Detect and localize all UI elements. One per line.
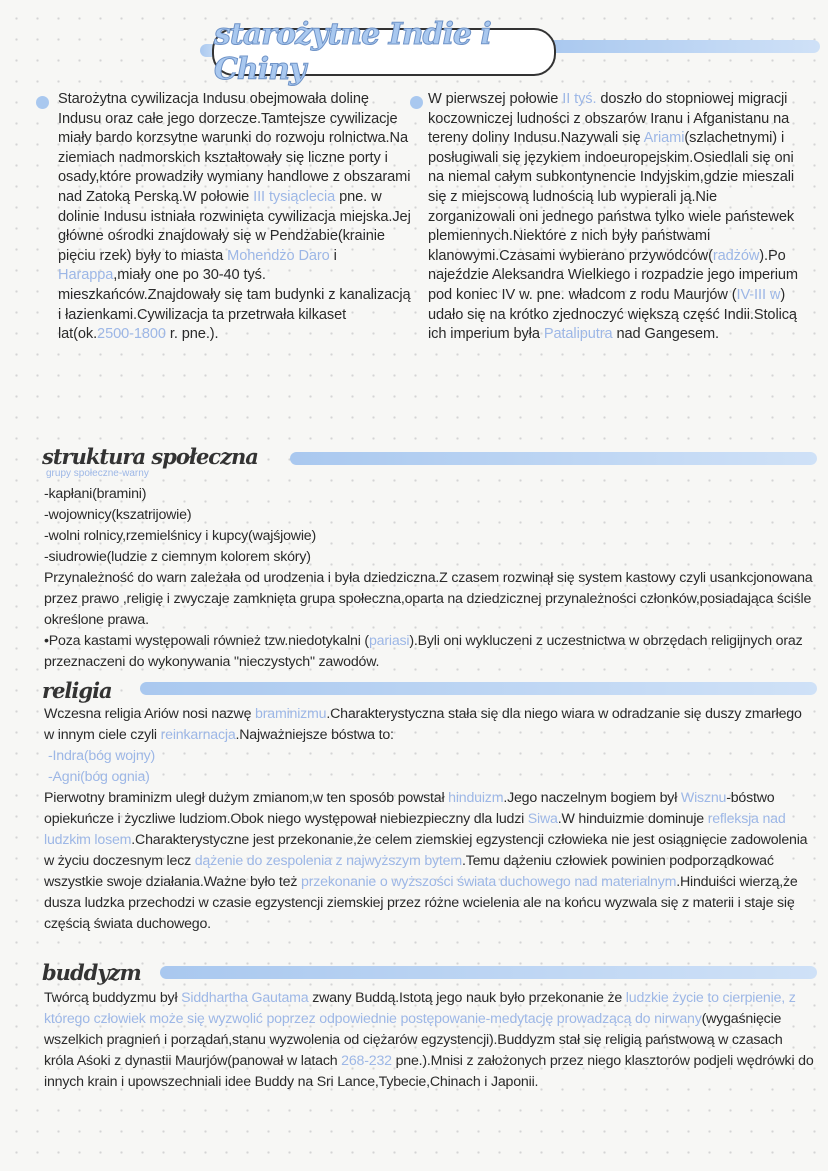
highlighted-term: III tysiąclecia: [253, 188, 336, 205]
highlighted-term: Siwa: [527, 811, 558, 827]
text-segment: nad Gangesem.: [612, 326, 719, 343]
text-segment: r. pne.).: [165, 326, 219, 343]
highlighted-term: 2500-1800: [97, 326, 166, 343]
text-segment: •Poza kastami występowali również tzw.niedotykalni (: [44, 633, 369, 649]
intro-left-paragraph: [58, 90, 414, 345]
title-bar-right: [546, 40, 820, 53]
section-heading-religion: religia: [42, 678, 112, 703]
text-segment: doszło do stopniowej migracji koczowniczej ludności z obszarów Iranu i Afganistanu na tereny doliny Indusu.Nazywali się: [428, 91, 790, 147]
hinduism-paragraph: [44, 788, 814, 935]
text-segment: Twórcą buddyzmu był: [44, 990, 182, 1006]
deity-item: -Indra(bóg wojny): [48, 748, 155, 764]
section-subheading: grupy społeczne-warny: [46, 468, 149, 479]
section-heading-structure: struktura społeczna: [42, 444, 258, 469]
text-segment: .Najważniejsze bóstwa to:: [235, 727, 394, 743]
buddhism-paragraph: [44, 988, 814, 1093]
heading-bar: [160, 966, 817, 979]
highlighted-term: 268-232: [341, 1053, 392, 1069]
highlighted-term: reinkarnacja: [160, 727, 236, 743]
untouchables-paragraph: [44, 631, 814, 673]
highlighted-term: braminizmu: [255, 706, 327, 722]
text-segment: zwany Buddą.Istotą jego nauk było przekonanie że: [308, 990, 626, 1006]
intro-right-paragraph: [428, 90, 802, 345]
text-segment: (wygaśnięcie wszelkich pragnień i porządań,stanu wyzwolenia od ciężarów egzystencji).Buddyzm stał się religią państwową w czasach króla Aśoki z dynastii Maurjów(panował w latach: [44, 1011, 783, 1069]
deity-item: -Agni(bóg ognia): [48, 769, 150, 785]
text-segment: .Jego naczelnym bogiem był: [503, 790, 681, 806]
highlighted-term: II tyś.: [562, 91, 597, 107]
section-heading-buddhism: buddyzm: [42, 960, 141, 985]
highlighted-term: Wisznu: [680, 790, 727, 806]
text-segment: ) udało się na krótko zjednoczyć większą część Indii.Stolicą ich imperium była: [428, 286, 797, 343]
text-segment: -bóstwo opiekuńcze i życzliwe ludziom.Obok niego występował niebiezpieczny dla ludzi: [44, 790, 775, 827]
text-segment: .Hinduiści wierzą,że dusza ludzka przechodzi w czasie egzystencji ziemskiej przez różne wcielenia ale na końcu wyzwala się z materii i staje się częścią świata duchowego.: [44, 874, 798, 932]
text-segment: .Charakterystyczne jest przekonanie,że celem ziemskiej egzystencji człowieka nie jest osiągnięcie zadowolenia w życiu doczesnym lecz: [44, 832, 808, 869]
text-segment: ).Po najeździe Aleksandra Wielkiego i rozpadzie jego imperium pod koniec IV w. pne. władcom z rodu Maurjów (: [428, 247, 798, 303]
bullet-icon: [410, 96, 423, 109]
text-segment: W pierwszej połowie: [428, 91, 563, 107]
bullet-icon: [36, 96, 49, 109]
text-segment: pne. w dolinie Indusu istniała rozwinięta cywilizacja miejska.Jej główne ośrodki znajdowały się w Pendżabie(krainie pięciu rzek) były to miasta: [58, 188, 411, 264]
highlighted-term: Pataliputra: [543, 326, 613, 343]
caste-list-item: -kapłani(bramini): [44, 486, 147, 502]
highlighted-term: przekonanie o wyższości świata duchowego nad materialnym: [301, 874, 677, 890]
highlighted-term: IV-III w: [736, 286, 781, 303]
highlighted-term: Siddhartha Gautama: [181, 990, 309, 1006]
highlighted-term: Mohendżo Daro: [227, 247, 330, 264]
highlighted-term: dążenie do zespolenia z najwyższym bytem: [194, 853, 462, 869]
structure-paragraph: [44, 568, 814, 631]
text-segment: (szlachetnymi) i posługiwali się językiem indoeuropejskim.Osiedlali się oni na niemal całym subkontynencie Indyjskim,gdzie mieszali się z miejscową ludnością lub wypierali ją.Nie zorganizowali oni jednego państwa tylko wiele państewek plemiennych.Niektóre z nich były państwami klanowymi.Czasami wybierano przywódców(: [428, 130, 795, 264]
buddhism-body: [44, 988, 814, 1093]
text-segment: Przynależność do warn zależała od urodzenia i była dziedziczna.Z czasem rozwinął się system kastowy czyli usankcjonowana przez prawo ,religię i zwyczaje zamknięta grupa społeczna,oparta na dziedzicznej przynależności członków,posiadająca ściśle określone prawa.: [44, 570, 813, 628]
highlighted-term: hinduizm: [448, 790, 504, 806]
text-segment: .W hinduizmie dominuje: [557, 811, 708, 827]
page-title: starożytne Indie i Chiny: [214, 17, 491, 87]
text-segment: .Charakterystyczna stała się dla niego wiara w odradzanie się duszy zmarłego w innym ciele czyli: [44, 706, 802, 743]
highlighted-term: Harappa: [58, 267, 114, 284]
highlighted-term: pariasi: [368, 633, 410, 649]
text-segment: .Temu dążeniu człowiek powinien podporządkować wszystkie swoje działania.Ważne było też: [44, 853, 774, 890]
highlighted-term: radżów: [712, 247, 760, 264]
religion-paragraph: [44, 704, 814, 746]
structure-body: [44, 484, 814, 673]
caste-list-item: -wojownicy(kszatrijowie): [44, 507, 192, 523]
text-segment: Starożytna cywilizacja Indusu obejmowała dolinę Indusu oraz całe jego dorzecze.Tamtejsze cywilizacje miały bardo korzsytne warunki do rozwoju rolnictwa.Na ziemiach nadmorskich kształtowały się liczne porty i osady,które prowadziły wymiany handlowe z obszarami nad Zatoką Perską.W połowie: [58, 91, 411, 205]
text-segment: ,miały one po 30-40 tyś. mieszkańców.Znajdowały się tam budynki z kanalizacją i łazienkami.Cywilizacja ta przetrwała kilkaset lat(ok.: [58, 267, 411, 343]
highlighted-term: refleksja nad ludzkim losem: [44, 811, 786, 848]
heading-bar: [290, 452, 817, 465]
highlighted-term: Ariami: [643, 130, 685, 147]
text-segment: i: [329, 247, 337, 264]
text-segment: pne.).Mnisi z założonych przez niego klasztorów podjeli wędrówki do innych krain i upowszechniali idee Buddy na Sri Lance,Tybecie,Chinach i Japonii.: [44, 1053, 814, 1090]
text-segment: Wczesna religia Ariów nosi nazwę: [44, 706, 256, 722]
caste-list-item: -wolni rolnicy,rzemielśnicy i kupcy(wajśjowie): [44, 528, 316, 544]
caste-list-item: -siudrowie(ludzie z ciemnym kolorem skóry): [44, 549, 311, 565]
heading-bar: [140, 682, 817, 695]
religion-body: [44, 704, 814, 935]
title-banner: [212, 17, 556, 87]
highlighted-term: ludzkie życie to cierpienie, z którego człowiek może się wyzwolić poprzez odpowiednie postępowanie-medytację prowadzącą do nirwany: [44, 990, 796, 1027]
text-segment: ).Byli oni wykluczeni z uczestnictwa w obrzędach religijnych oraz przeznaczeni do wykonywania "nieczystych" zawodów.: [44, 633, 803, 670]
text-segment: Pierwotny braminizm uległ dużym zmianom,w ten sposób powstał: [44, 790, 449, 806]
